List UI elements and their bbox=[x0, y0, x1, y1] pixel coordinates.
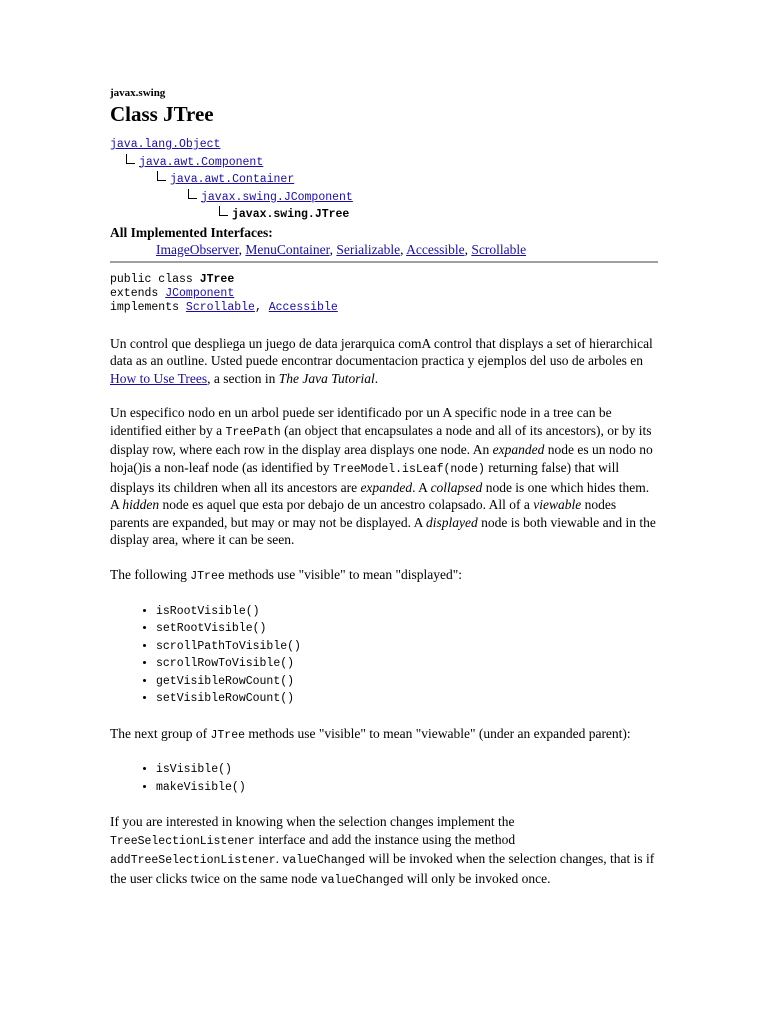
implements-link-scrollable[interactable]: Scrollable bbox=[185, 300, 255, 314]
description-paragraph-4: The next group of JTree methods use "visible" to mean "viewable" (under an expanded parent): bbox=[110, 725, 631, 742]
list-item: • isRootVisible() bbox=[156, 603, 658, 621]
declaration-line-extends: extends JComponent bbox=[110, 286, 235, 300]
tree-elbow-icon bbox=[219, 206, 228, 216]
description-paragraph-2: Un especifico nodo en un arbol puede ser identificado por un A specific node in a tree can be identified either by a TreePath (an object that encapsulates a node and all of its ancestors), or by its display row, where each row in the display area displays one node. An expanded node es un nodo no hoja()is a non-leaf node (as identified by TreeModel.isLeaf(node) returning false) that will displays its children when all its ancestors are expanded. A collapsed node is one which hides them. A hidden node es aquel que esta por debajo de un ancestro colapsado. All of a viewable nodes parents are expanded, but may or may not be displayed. A displayed node is both viewable and in the display area, where it can be seen. bbox=[110, 405, 656, 548]
description-paragraph-3: The following JTree methods use "visible" to mean "displayed": bbox=[110, 567, 463, 584]
tree-elbow-icon bbox=[126, 154, 135, 164]
interface-link-imageobserver[interactable]: ImageObserver bbox=[156, 241, 239, 257]
list-separator: , bbox=[238, 241, 246, 257]
hierarchy-link-jcomponent[interactable]: javax.swing.JComponent bbox=[201, 190, 353, 204]
tree-elbow-icon bbox=[157, 171, 166, 181]
declaration-line-class: public class JTree bbox=[110, 272, 235, 286]
list-separator: , bbox=[400, 241, 407, 257]
list-item: • makeVisible() bbox=[156, 779, 658, 797]
class-declaration bbox=[110, 273, 658, 315]
hierarchy-link-container[interactable]: java.awt.Container bbox=[170, 173, 295, 186]
code-addtreeselectionlistener: addTreeSelectionListener bbox=[110, 854, 276, 868]
displayed-methods-list bbox=[110, 603, 658, 708]
hierarchy-level-1 bbox=[110, 154, 658, 172]
hierarchy-link-object[interactable]: java.lang.Object bbox=[110, 138, 221, 151]
javadoc-page bbox=[110, 86, 658, 907]
hierarchy-level-3 bbox=[110, 189, 658, 207]
viewable-methods-list bbox=[110, 761, 658, 796]
declaration-line-implements: implements Scrollable, Accessible bbox=[110, 300, 338, 314]
list-item: • scrollPathToVisible() bbox=[156, 638, 658, 656]
hierarchy-link-component[interactable]: java.awt.Component bbox=[139, 155, 264, 169]
list-item: • scrollRowToVisible() bbox=[156, 655, 658, 673]
implements-link-accessible[interactable]: Accessible bbox=[268, 300, 338, 314]
code-isleaf: TreeModel.isLeaf(node) bbox=[333, 463, 485, 477]
code-valuechanged: valueChanged bbox=[282, 854, 366, 868]
interface-link-accessible[interactable]: Accessible bbox=[406, 241, 465, 257]
hierarchy-level-2 bbox=[110, 171, 658, 189]
class-title: Class JTree bbox=[110, 102, 214, 126]
code-valuechanged: valueChanged bbox=[320, 874, 404, 887]
hierarchy-level-0 bbox=[110, 137, 658, 154]
extends-link-jcomponent[interactable]: JComponent bbox=[165, 286, 235, 300]
code-jtree: JTree bbox=[210, 728, 245, 742]
list-item: • setVisibleRowCount() bbox=[156, 690, 658, 708]
interface-link-scrollable[interactable]: Scrollable bbox=[471, 241, 527, 257]
tutorial-title: The Java Tutorial bbox=[278, 370, 375, 386]
list-item: • setRootVisible() bbox=[156, 620, 658, 638]
interface-link-menucontainer[interactable]: MenuContainer bbox=[245, 241, 330, 257]
declaration-class-name: JTree bbox=[199, 272, 235, 286]
list-item: • getVisibleRowCount() bbox=[156, 673, 658, 691]
list-separator: , bbox=[464, 241, 472, 257]
hierarchy-level-4 bbox=[110, 206, 658, 224]
implemented-interfaces-title: All Implemented Interfaces: bbox=[110, 224, 273, 240]
tree-elbow-icon bbox=[188, 189, 197, 199]
hierarchy-current-class: javax.swing.JTree bbox=[232, 208, 350, 221]
code-jtree: JTree bbox=[190, 570, 225, 584]
list-item: • isVisible() bbox=[156, 761, 658, 779]
description-paragraph-5: If you are interested in knowing when the selection changes implement the TreeSelectionListener interface and add the instance using the method addTreeSelectionListener. valueChanged will be invoked when the selection changes, that is if the user clicks twice on the same node valueChanged will only be invoked once. bbox=[110, 814, 655, 887]
interface-link-serializable[interactable]: Serializable bbox=[336, 241, 401, 257]
package-name: javax.swing bbox=[110, 87, 166, 99]
section-divider bbox=[110, 261, 658, 263]
code-treepath: TreePath bbox=[225, 425, 281, 439]
implemented-interfaces-list bbox=[156, 241, 658, 259]
description-paragraph-1: Un control que despliega un juego de data jerarquica comA control that displays a set of hierarchical data as an outline. Usted puede encontrar documentacion practica y ejemplos del uso de arboles en How to Use Trees, a section in The Java Tutorial. bbox=[110, 335, 653, 386]
code-treeselectionlistener: TreeSelectionListener bbox=[110, 834, 255, 848]
list-separator: , bbox=[329, 241, 337, 257]
class-hierarchy bbox=[110, 137, 658, 224]
how-to-use-trees-link[interactable]: How to Use Trees bbox=[110, 370, 208, 386]
